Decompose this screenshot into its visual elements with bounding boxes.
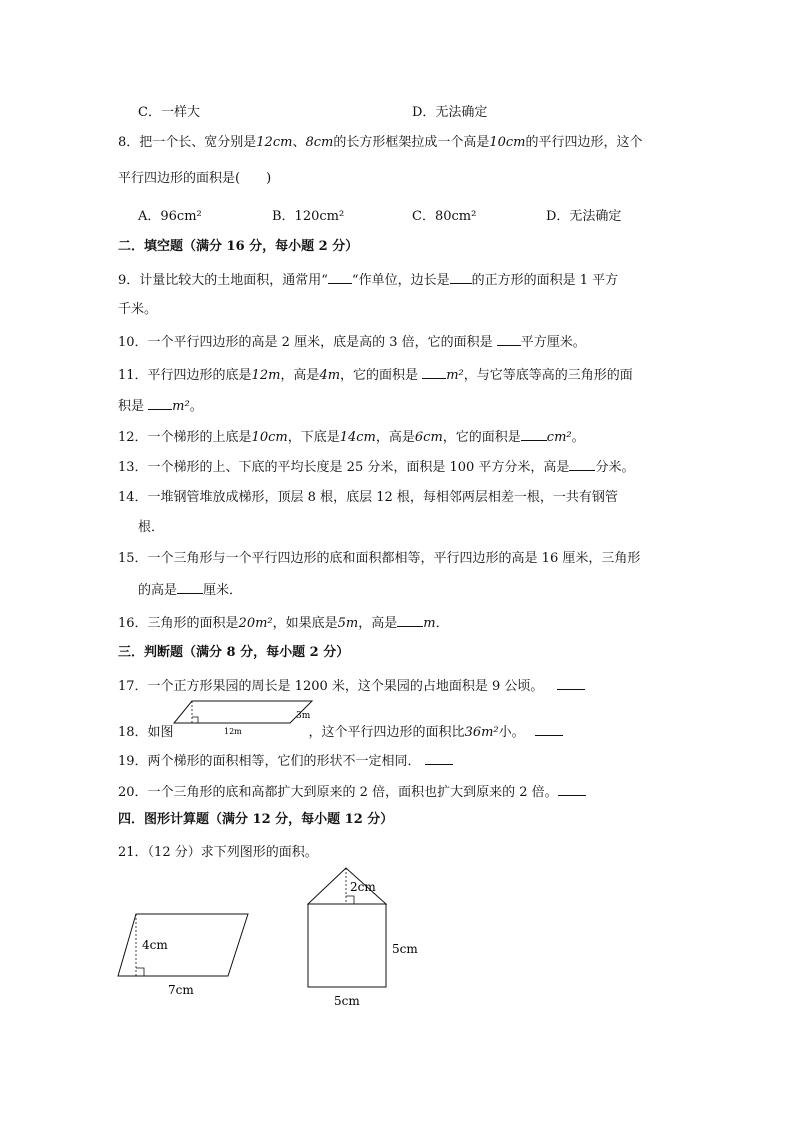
- q9-blank-2: [450, 271, 472, 284]
- q18-fig-side-label: 3m: [296, 711, 311, 721]
- section-3-title: 三．判断题（满分 8 分，每小题 2 分）: [118, 645, 350, 660]
- q21-fig2-base-label: 5cm: [334, 994, 360, 1008]
- q8-line2: 平行四边形的面积是( ): [118, 171, 272, 186]
- q14-line1: 14．一堆钢管堆放成梯形，顶层 8 根，底层 12 根，每相邻两层相差一根，一共有钢管: [118, 490, 618, 505]
- q8-option-a: A．96cm²: [138, 209, 202, 224]
- q21-fig1-height-label: 4cm: [142, 938, 168, 952]
- q16: 16．三角形的面积是20m²，如果底是5m，高是 m．: [118, 616, 449, 631]
- q15-line2: 的高是 厘米．: [138, 583, 243, 598]
- q19-blank: [425, 752, 453, 765]
- q11-blank-2: [148, 397, 172, 410]
- q7-option-d: D．无法确定: [412, 105, 488, 120]
- q11-line2: 积是 m²。: [118, 399, 203, 414]
- q15-blank: [177, 581, 203, 594]
- q19: 19．两个梯形的面积相等，它们的形状不一定相同．: [118, 752, 453, 770]
- q21-fig2-tri-height-label: 2cm: [350, 880, 376, 894]
- q9-line2: 千米。: [118, 302, 158, 317]
- q7-option-c: C．一样大: [138, 105, 200, 120]
- q11-blank-1: [422, 366, 446, 379]
- q21-parallelogram-figure: [112, 908, 262, 1002]
- q18-fig-base-label: 12m: [224, 727, 242, 736]
- q18-blank: [535, 723, 563, 736]
- q14-line2: 根．: [138, 520, 165, 535]
- q18: 18．如图 ，这个平行四边形的面积比36m²小。: [118, 723, 563, 741]
- q15-line1: 15．一个三角形与一个平行四边形的底和面积都相等，平行四边形的高是 16 厘米，三角形: [118, 551, 641, 566]
- q20-blank: [558, 783, 586, 796]
- q8-option-d: D．无法确定: [546, 209, 622, 224]
- q11-line1: 11．平行四边形的底是12m，高是4m，它的面积是 m²，与它等底等高的三角形的面: [118, 368, 633, 383]
- q8-option-b: B．120cm²: [272, 209, 345, 224]
- q21-house-figure: [298, 862, 428, 1012]
- q13-blank: [569, 458, 595, 471]
- q12-blank: [521, 428, 547, 441]
- q9-line1: 9．计量比较大的土地面积，通常用“ “作单位，边长是 的正方形的面积是 1 平方: [118, 273, 619, 288]
- q8-option-c: C．80cm²: [412, 209, 477, 224]
- q9-blank-1: [328, 271, 352, 284]
- section-2-title: 二．填空题（满分 16 分，每小题 2 分）: [118, 239, 359, 254]
- q17: 17．一个正方形果园的周长是 1200 米，这个果园的占地面积是 9 公顷。: [118, 677, 585, 695]
- q21-fig1-base-label: 7cm: [168, 983, 194, 997]
- q10: 10．一个平行四边形的高是 2 厘米，底是高的 3 倍，它的面积是 平方厘米。: [118, 335, 586, 350]
- section-4-title: 四．图形计算题（满分 12 分，每小题 12 分）: [118, 812, 394, 827]
- q17-blank: [557, 677, 585, 690]
- q21-fig2-side-label: 5cm: [392, 942, 418, 956]
- q12: 12．一个梯形的上底是10cm，下底是14cm，高是6cm，它的面积是 cm²。: [118, 430, 585, 445]
- q8-line1: 8．把一个长、宽分别是12cm、8cm的长方形框架拉成一个高是10cm的平行四边形，这个: [118, 135, 643, 150]
- q21: 21．（12 分）求下列图形的面积。: [118, 845, 318, 860]
- q13: 13．一个梯形的上、下底的平均长度是 25 分米，面积是 100 平方分米，高是 分米。: [118, 460, 635, 475]
- q16-blank: [397, 614, 423, 627]
- q10-blank: [497, 333, 521, 346]
- q20: 20．一个三角形的底和高都扩大到原来的 2 倍，面积也扩大到原来的 2 倍。: [118, 783, 586, 801]
